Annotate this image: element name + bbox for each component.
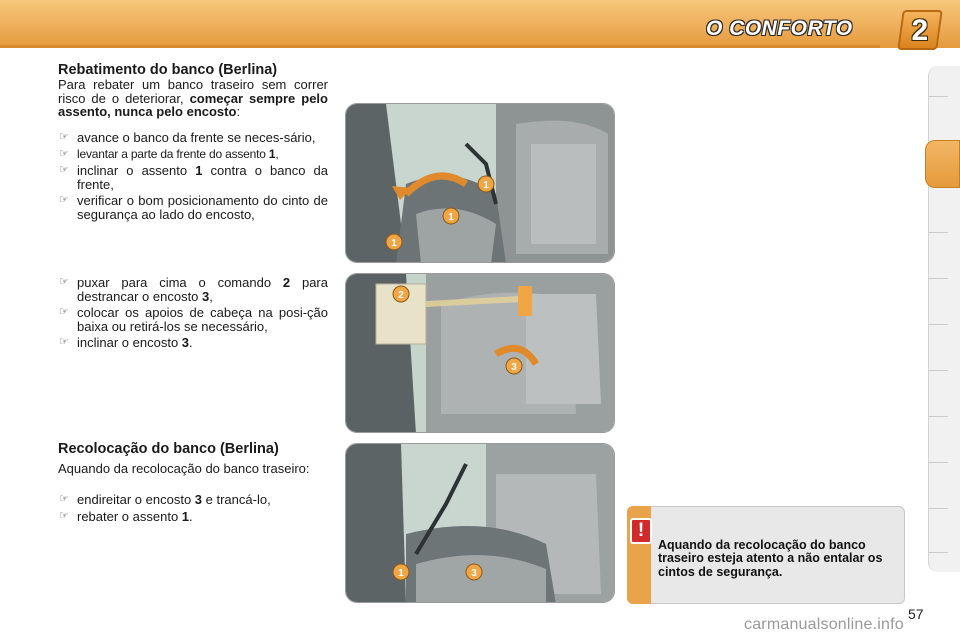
intro-paragraph: Para rebater um banco traseiro sem correr risco de o deteriorar, começar sempre pelo assento, nunca pelo encosto:: [58, 77, 328, 120]
list-item: ☞ verificar o bom posicionamento do cinto de segurança ao lado do encosto,: [59, 193, 328, 222]
section-title-refitting: Recolocação do banco (Berlina): [58, 441, 279, 457]
pointer-icon: ☞: [59, 306, 69, 319]
list-item: ☞ inclinar o encosto 3.: [59, 335, 193, 351]
warning-text: Aquando da recolocação do banco traseiro esteja atento a não entalar os cintos de segurança.: [658, 538, 883, 579]
illustration-seat-refit: [345, 443, 615, 603]
header-underline: [0, 45, 880, 48]
pointer-icon: ☞: [59, 509, 69, 522]
fold-steps-list: [58, 131, 328, 225]
callout-1: 1: [391, 238, 397, 249]
pointer-icon: ☞: [59, 493, 69, 505]
chapter-number: 2: [911, 14, 929, 47]
backrest-steps-list: [58, 276, 328, 353]
callout-1: 1: [398, 568, 404, 579]
pointer-icon: ☞: [59, 147, 69, 160]
list-item: ☞ rebater o assento 1.: [59, 508, 193, 524]
tab-divider: [928, 278, 948, 279]
list-item: ☞ colocar os apoios de cabeça na posi-ção baixa ou retirá-los se necessário,: [59, 305, 328, 334]
section-title-folding: Rebatimento do banco (Berlina): [58, 62, 278, 78]
callout-1: 1: [483, 180, 489, 191]
tab-divider: [928, 462, 948, 463]
pointer-icon: ☞: [59, 276, 69, 288]
tab-divider: [928, 232, 948, 233]
callout-1: 1: [448, 212, 454, 223]
illustration-backrest-release: [345, 273, 615, 433]
tab-divider: [928, 552, 948, 553]
tab-divider: [928, 96, 948, 97]
tab-divider: [928, 324, 948, 325]
illustration-seat-cushion-tilt: [345, 103, 615, 263]
tab-divider: [928, 370, 948, 371]
list-item: ☞ endireitar o encosto 3 e trancá-lo,: [59, 492, 271, 507]
list-item: ☞ inclinar o assento 1 contra o banco da frente,: [59, 163, 328, 192]
warning-icon: !: [630, 518, 652, 544]
chapter-title: O CONFORTO: [706, 17, 853, 40]
list-item: ☞ puxar para cima o comando 2 para destrancar o encosto 3,: [59, 275, 328, 304]
pointer-icon: ☞: [59, 194, 69, 207]
callout-3: 3: [471, 568, 477, 579]
active-chapter-tab[interactable]: [925, 140, 960, 188]
tab-divider: [928, 416, 948, 417]
pointer-icon: ☞: [59, 164, 69, 177]
tab-divider: [928, 508, 948, 509]
chapter-badge: [897, 10, 943, 50]
list-item: ☞ levantar a parte da frente do assento 1,: [59, 146, 279, 161]
list-item: ☞ avance o banco da frente se neces-sário,: [59, 130, 316, 145]
page-number: 57: [908, 606, 924, 622]
pointer-icon: ☞: [59, 336, 69, 349]
callout-3: 3: [511, 362, 517, 373]
refit-intro-paragraph: Aquando da recolocação do banco traseiro:: [58, 461, 310, 476]
refit-steps-list: [58, 493, 328, 526]
callout-2: 2: [398, 290, 404, 301]
watermark: carmanualsonline.info: [744, 616, 904, 633]
pointer-icon: ☞: [59, 131, 69, 143]
